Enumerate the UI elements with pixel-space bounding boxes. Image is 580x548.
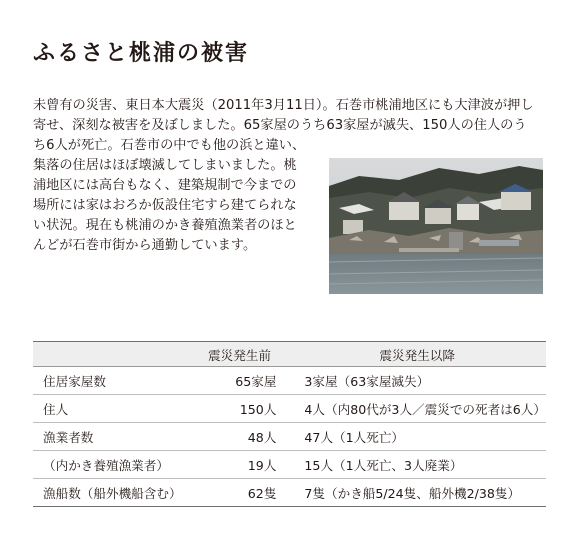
after-value: 15人（1人死亡、3人廃業） <box>288 451 546 479</box>
row-label: 住居家屋数 <box>33 367 191 395</box>
table-header-cell: 震災発生前 <box>191 342 289 367</box>
body-text-line: 寄せ、深刻な被害を及ぼしました。65家屋のうち63家屋が滅失、150人の住人のう <box>33 118 527 133</box>
table-row <box>33 423 546 451</box>
disaster-photo <box>329 158 543 294</box>
after-value: 4人（内80代が3人／震災での死者は6人） <box>288 395 546 423</box>
body-text-line: 未曾有の災害、東日本大震災（2011年3月11日）。石巻市桃浦地区にも大津波が押し <box>33 98 534 113</box>
row-label: 住人 <box>33 395 191 423</box>
row-label: 漁業者数 <box>33 423 191 451</box>
table-row <box>33 451 546 479</box>
table-row <box>33 479 546 507</box>
table-header-cell: 震災発生以降 <box>288 342 546 367</box>
page-title: ふるさと桃浦の被害 <box>33 41 250 66</box>
body-text-line: んどが石巻市街から通勤しています。 <box>33 238 257 253</box>
body-text-line: ち6人が死亡。石巻市の中でも他の浜と違い、 <box>33 138 306 153</box>
body-text-line: 集落の住居はほぼ壊滅してしまいました。桃 <box>33 158 297 173</box>
after-value: 47人（1人死亡） <box>288 423 546 451</box>
body-text-line: 場所には家はおろか仮設住宅すら建てられな <box>33 198 297 213</box>
after-value: 7隻（かき船5/24隻、船外機2/38隻） <box>288 479 546 507</box>
body-text-line: 浦地区には高台もなく、建築規制で今までの <box>33 178 297 193</box>
table-row <box>33 367 546 395</box>
table-header-row <box>33 342 546 367</box>
before-value: 150人 <box>191 395 289 423</box>
body-text-line: い状況。現在も桃浦のかき養殖漁業者のほと <box>33 218 297 233</box>
before-value: 65家屋 <box>191 367 289 395</box>
row-label: （内かき養殖漁業者） <box>33 451 191 479</box>
table-row <box>33 395 546 423</box>
row-label: 漁船数（船外機船含む） <box>33 479 191 507</box>
before-value: 19人 <box>191 451 289 479</box>
after-value: 3家屋（63家屋滅失） <box>288 367 546 395</box>
before-value: 48人 <box>191 423 289 451</box>
table-header-cell <box>33 342 191 367</box>
before-value: 62隻 <box>191 479 289 507</box>
damage-table <box>33 341 546 507</box>
